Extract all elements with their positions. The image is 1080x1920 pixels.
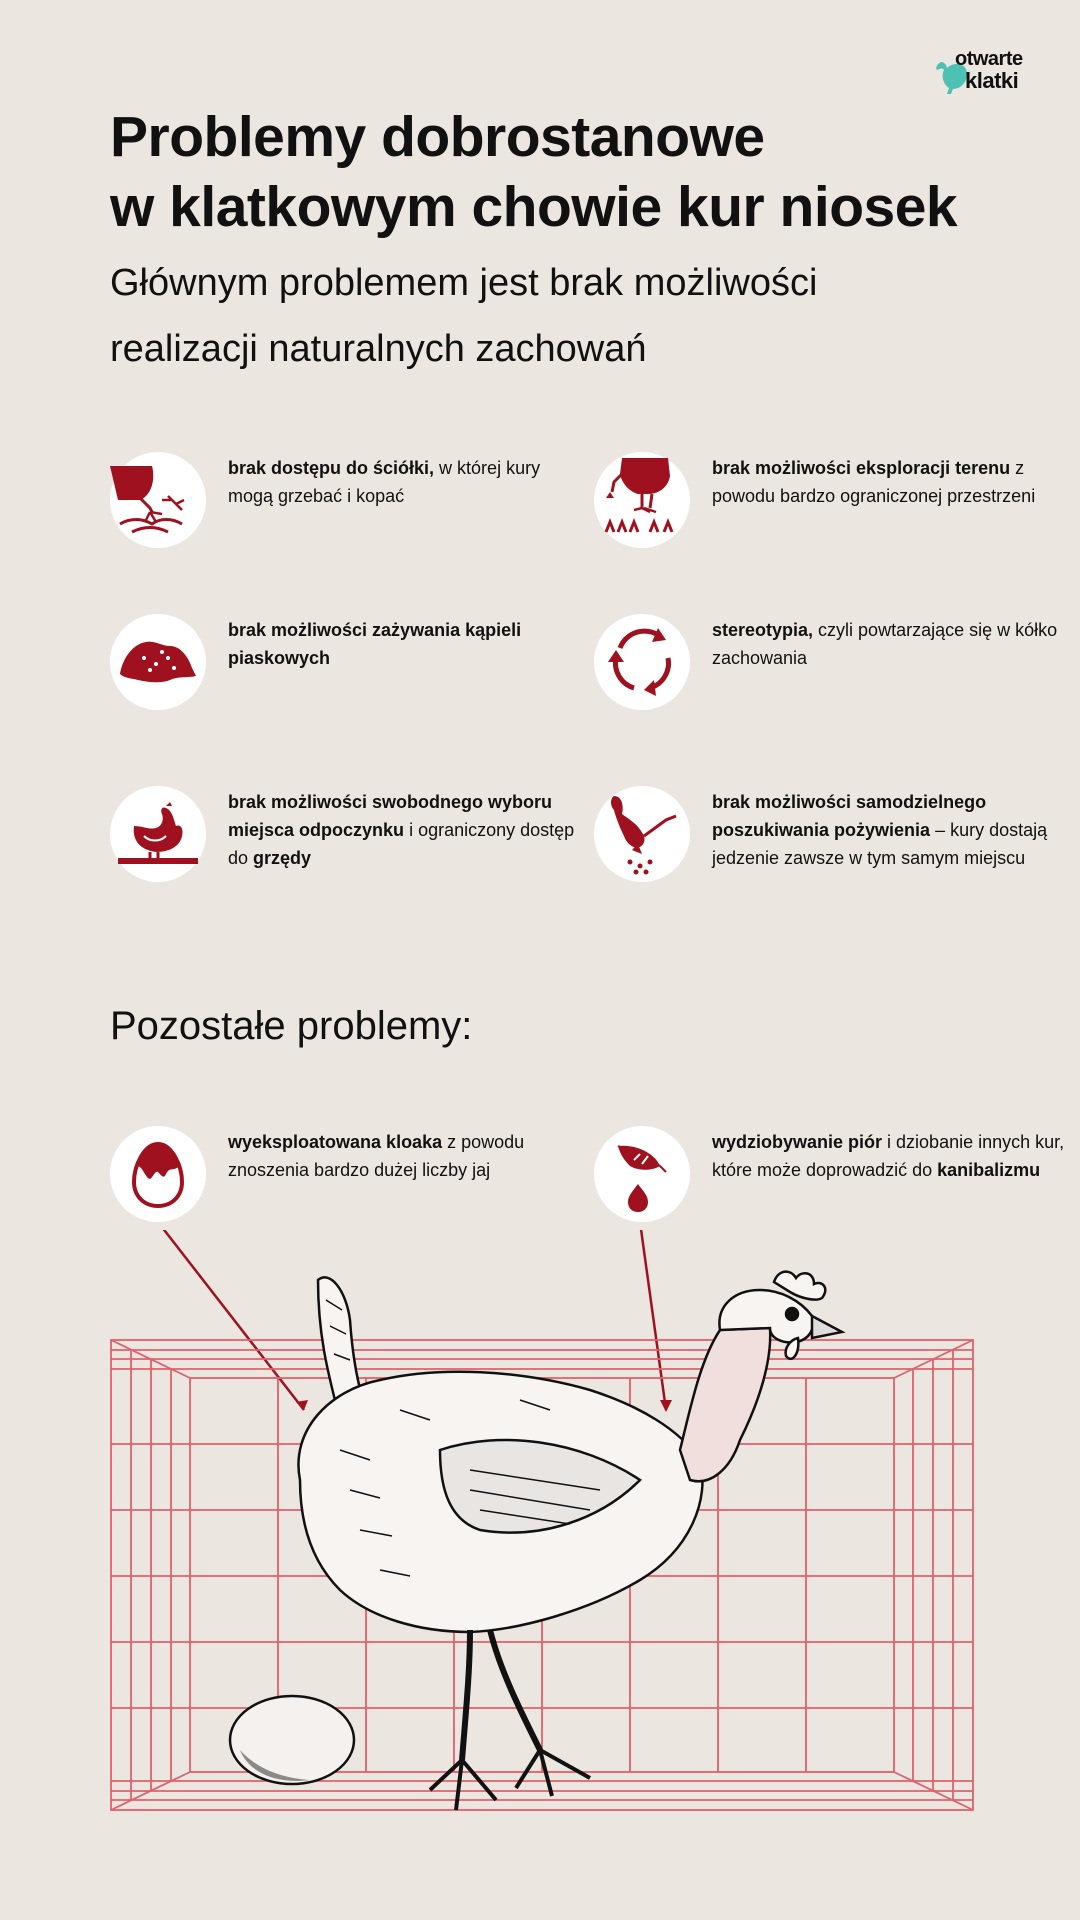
other-problems-heading: Pozostałe problemy: bbox=[110, 1004, 473, 1048]
icon-circle bbox=[594, 452, 690, 548]
problem-item-cloaca bbox=[110, 1126, 590, 1246]
brand-logo bbox=[935, 48, 1035, 98]
subtitle-line1: Głównym problemem jest brak możliwości bbox=[110, 262, 818, 304]
problem-rest-text: z powodu znoszenia bardzo dużej liczby jaj bbox=[228, 1132, 525, 1180]
problem-bold-text: brak dostępu do ściółki, bbox=[228, 458, 435, 478]
problem-bold-text: stereotypia, bbox=[712, 620, 814, 640]
problem-text bbox=[712, 616, 1072, 672]
icon-circle bbox=[110, 614, 206, 710]
icon-circle bbox=[594, 1126, 690, 1222]
hen-drawing bbox=[298, 1272, 842, 1810]
problem-bold-text-2: grzędy bbox=[253, 848, 312, 868]
icon-circle bbox=[110, 1126, 206, 1222]
problem-text bbox=[712, 454, 1072, 510]
problem-bold-text: brak możliwości swobodnego wyboru miejsca odpoczynku bbox=[228, 792, 553, 840]
problem-rest-text: – kury dostają jedzenie zawsze w tym samym miejscu bbox=[712, 820, 1048, 868]
title-line2: w klatkowym chowie kur niosek bbox=[110, 175, 958, 239]
page-title bbox=[110, 102, 1010, 242]
resting-hen-icon bbox=[110, 786, 206, 882]
pecking-hen-icon bbox=[594, 786, 690, 882]
problem-text bbox=[228, 616, 588, 672]
logo-text-line1: otwarte bbox=[955, 48, 1023, 70]
problem-bold-text: brak możliwości samodzielnego poszukiwania pożywienia bbox=[712, 792, 987, 840]
title-line1: Problemy dobrostanowe bbox=[110, 105, 765, 169]
page-subtitle bbox=[110, 250, 1010, 382]
subtitle-line2: realizacji naturalnych zachowań bbox=[110, 328, 647, 370]
cage-illustration bbox=[0, 1230, 1080, 1920]
repeat-cycle-icon bbox=[594, 614, 690, 710]
icon-circle bbox=[110, 786, 206, 882]
problem-bold-text: brak możliwości zażywania kąpieli piaskowych bbox=[228, 620, 522, 668]
egg-drawing bbox=[230, 1696, 354, 1784]
problem-rest-text: z powodu bardzo ograniczonej przestrzeni bbox=[712, 458, 1036, 506]
icon-circle bbox=[110, 452, 206, 548]
problem-bold-text: wyeksploatowana kloaka bbox=[228, 1132, 443, 1152]
icon-circle bbox=[594, 786, 690, 882]
problem-rest-text: i ograniczony dostęp do bbox=[228, 820, 575, 868]
problem-rest-text: czyli powtarzające się w kółko zachowania bbox=[712, 620, 1058, 668]
problem-item-stereotypy bbox=[594, 614, 1074, 734]
feather-blood-icon bbox=[594, 1126, 690, 1222]
problem-text bbox=[712, 1128, 1072, 1184]
icon-circle bbox=[594, 614, 690, 710]
problem-item-resting-place bbox=[110, 786, 590, 906]
problem-bold-text-2: kanibalizmu bbox=[937, 1160, 1041, 1180]
problem-text bbox=[228, 788, 588, 872]
problem-text bbox=[712, 788, 1072, 872]
problem-text bbox=[228, 454, 588, 510]
problem-rest-text: w której kury mogą grzebać i kopać bbox=[228, 458, 541, 506]
problem-item-exploration bbox=[594, 452, 1074, 572]
egg-icon bbox=[110, 1126, 206, 1222]
problem-item-litter bbox=[110, 452, 590, 572]
logo-text-line2: klatki bbox=[965, 68, 1019, 93]
problem-item-feather-pecking bbox=[594, 1126, 1074, 1246]
problem-rest-text: i dziobanie innych kur, które może doprowadzić do bbox=[712, 1132, 1065, 1180]
problem-bold-text: wydziobywanie piór bbox=[712, 1132, 883, 1152]
problem-text bbox=[228, 1128, 588, 1184]
problem-bold-text: brak możliwości eksploracji terenu bbox=[712, 458, 1011, 478]
sand-pile-icon bbox=[110, 614, 206, 710]
problem-item-foraging bbox=[594, 786, 1074, 906]
scratching-hen-icon bbox=[110, 452, 206, 548]
problem-item-sand-bath bbox=[110, 614, 590, 734]
exploring-hen-icon bbox=[594, 452, 690, 548]
